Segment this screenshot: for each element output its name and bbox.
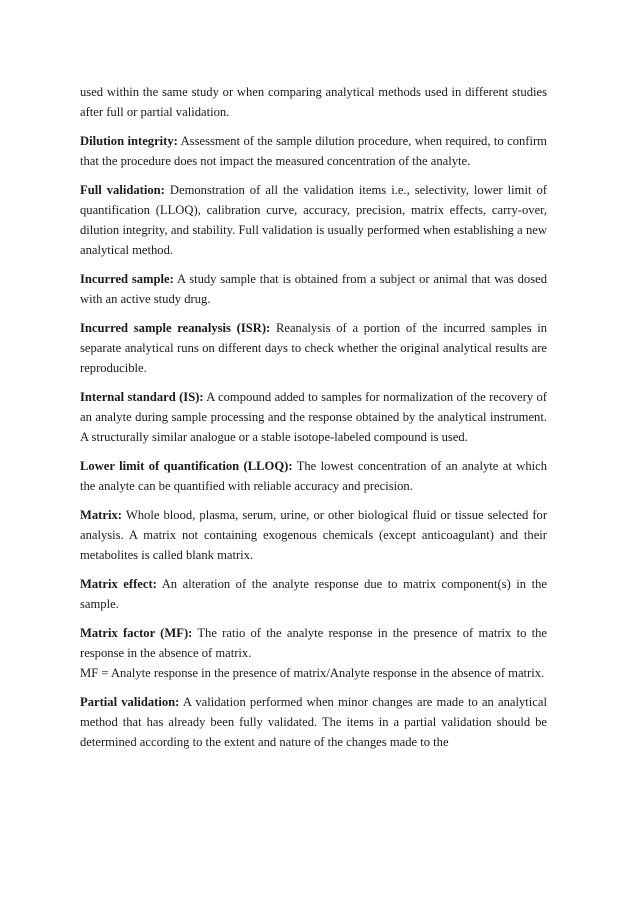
term-incurred-sample: Incurred sample: — [80, 272, 174, 286]
entry-matrix-factor — [80, 623, 547, 683]
definition-matrix-effect: An alteration of the analyte response due to matrix component(s) in the sample. — [80, 577, 547, 611]
definition-isr: Reanalysis of a portion of the incurred samples in separate analytical runs on different days to check whether the original analytical results are reproducible. — [80, 321, 547, 375]
definition-matrix-factor: The ratio of the analyte response in the presence of matrix to the response in the absence of matrix. — [80, 626, 547, 660]
entry-full-validation — [80, 180, 547, 260]
term-full-validation: Full validation: — [80, 183, 165, 197]
entry-dilution-integrity — [80, 131, 547, 171]
matrix-factor-formula: MF = Analyte response in the presence of matrix/Analyte response in the absence of matrix. — [80, 666, 545, 680]
entry-incurred-sample — [80, 269, 547, 309]
entry-internal-standard — [80, 387, 547, 447]
term-lloq: Lower limit of quantification (LLOQ): — [80, 459, 293, 473]
definition-matrix: Whole blood, plasma, serum, urine, or other biological fluid or tissue selected for analysis. A matrix not containing exogenous chemicals (except anticoagulant) and their metabolites is called blank matrix. — [80, 508, 548, 562]
term-matrix-effect: Matrix effect: — [80, 577, 157, 591]
definition-partial-validation: A validation performed when minor changes are made to an analytical method that has already been fully validated. The items in a partial validation should be determined according to the extent and nature of the changes made to the — [80, 695, 547, 749]
entry-lloq — [80, 456, 547, 496]
term-isr: Incurred sample reanalysis (ISR): — [80, 321, 271, 335]
term-internal-standard: Internal standard (IS): — [80, 390, 204, 404]
entry-isr — [80, 318, 547, 378]
intro-paragraph: used within the same study or when comparing analytical methods used in different studies after full or partial validation. — [80, 85, 547, 119]
term-matrix: Matrix: — [80, 508, 122, 522]
entry-matrix — [80, 505, 547, 565]
definition-full-validation: Demonstration of all the validation items i.e., selectivity, lower limit of quantification (LLOQ), calibration curve, accuracy, precision, matrix effects, carry-over, dilution integrity, and stability. Full validation is usually performed when establishing a new analytical method. — [80, 183, 547, 257]
entry-matrix-effect — [80, 574, 547, 614]
definition-incurred-sample: A study sample that is obtained from a subject or animal that was dosed with an active study drug. — [80, 272, 547, 306]
term-matrix-factor: Matrix factor (MF): — [80, 626, 193, 640]
term-dilution-integrity: Dilution integrity: — [80, 134, 178, 148]
term-partial-validation: Partial validation: — [80, 695, 180, 709]
definition-lloq: The lowest concentration of an analyte at which the analyte can be quantified with reliable accuracy and precision. — [80, 459, 548, 493]
document-page — [80, 82, 547, 761]
definition-internal-standard: A compound added to samples for normalization of the recovery of an analyte during sample processing and the response obtained by the analytical instrument. A structurally similar analogue or a stable isotope-labeled compound is used. — [80, 390, 547, 444]
entry-partial-validation — [80, 692, 547, 752]
definition-dilution-integrity: Assessment of the sample dilution procedure, when required, to confirm that the procedure does not impact the measured concentration of the analyte. — [80, 134, 547, 168]
